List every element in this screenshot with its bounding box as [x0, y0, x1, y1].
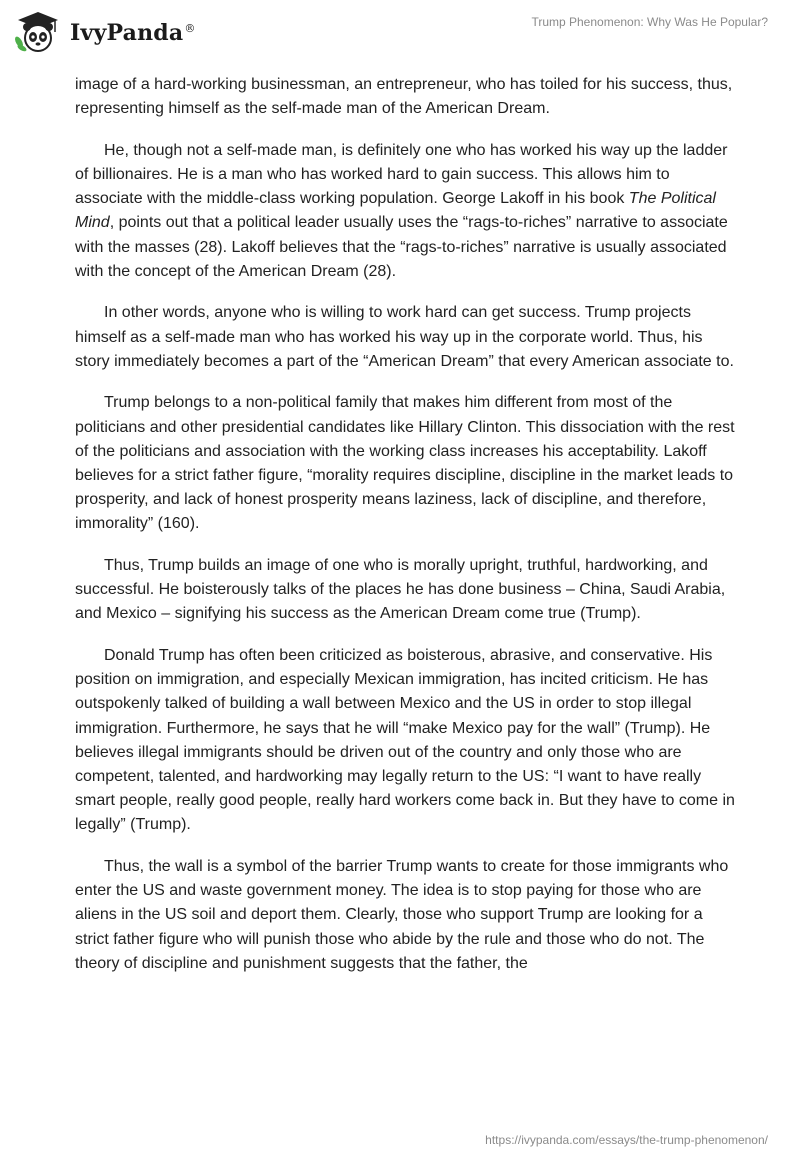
paragraph: Thus, the wall is a symbol of the barrier Trump wants to create for those immigrants who enter the US and waste government money. The idea is to stop paying for those who are aliens in the US soil and deport them. Clearly, those who support Trump are looking for a strict father figure who will punish those who abide by the rule and those who do not. The theory of discipline and punishment suggests that the father, the: [75, 858, 729, 972]
paragraph: Thus, Trump builds an image of one who is morally upright, truthful, hardworking, and successful. He boisterously talks of the places he has done business – China, Saudi Arabia, and Mexico – signifying his success as the American Dream come true (Trump).: [75, 557, 726, 623]
paragraph: Donald Trump has often been criticized as boisterous, abrasive, and conservative. His position on immigration, and especially Mexican immigration, has incited criticism. He has outspokenly talked of building a wall between Mexico and the US in order to stop illegal immigration. Furthermore, he says that he will “make Mexico pay for the wall” (Trump). He believes illegal immigrants should be driven out of the country and only those who are competent, talented, and hardworking may legally return to the US: “I want to have really smart people, really good people, really hard workers come back in. But they have to come in legally” (Trump).: [75, 647, 735, 834]
paragraph: In other words, anyone who is willing to work hard can get success. Trump projects himself as a self-made man who has worked his way up in the corporate world. Thus, his story immediately becomes a part of the “American Dream” that every American associate to.: [75, 304, 734, 370]
essay-body: [75, 73, 735, 993]
paragraph-text: , points out that a political leader usually uses the “rags-to-riches” narrative to associate with the masses (28). Lakoff believes that the “rags-to-riches” narrative is usually associated with the concept of the American Dream (28).: [75, 214, 728, 280]
ivypanda-logo[interactable]: [14, 10, 196, 54]
paragraph: Trump belongs to a non-political family that makes him different from most of the politicians and other presidential candidates like Hillary Clinton. This dissociation with the rest of the politicians and association with the working class increases his acceptability. Lakoff believes for a strict father figure, “morality requires discipline, discipline in the market leads to prosperity, and lack of honest prosperity means laziness, lack of discipline, and therefore, immorality” (160).: [75, 394, 735, 533]
document-title: Trump Phenomenon: Why Was He Popular?: [531, 15, 768, 29]
brand-name: IvyPanda®: [70, 20, 196, 46]
paragraph: [75, 139, 735, 284]
source-url[interactable]: https://ivypanda.com/essays/the-trump-phenomenon/: [485, 1133, 768, 1147]
panda-graduate-icon: [14, 10, 62, 54]
book-title: The Political Mind: [75, 190, 716, 232]
page-header: [0, 0, 800, 62]
paragraph: image of a hard-working businessman, an entrepreneur, who has toiled for his success, thus, representing himself as the self-made man of the American Dream.: [75, 76, 733, 118]
paragraph-text: He, though not a self-made man, is definitely one who has worked his way up the ladder of billionaires. He is a man who has worked hard to gain success. This allows him to associate with the middle-class working population. George Lakoff in his book: [75, 141, 728, 208]
